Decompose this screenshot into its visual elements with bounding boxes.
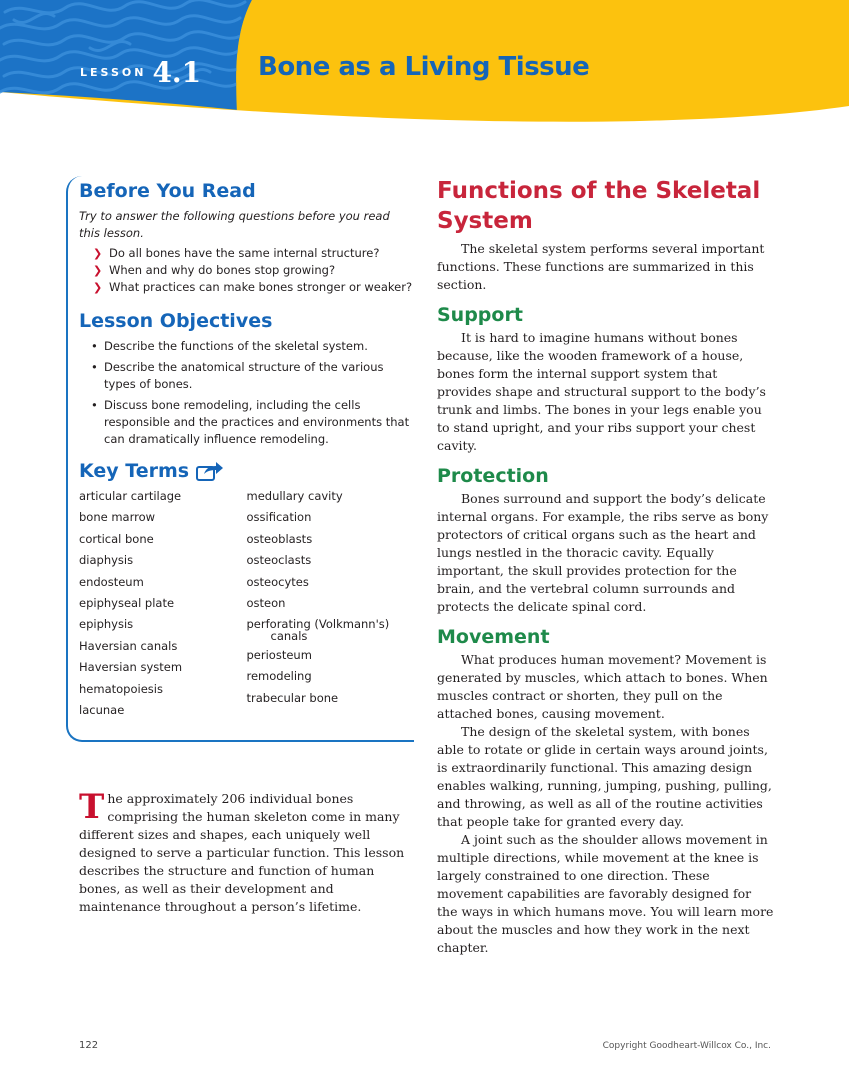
key-term: perforating (Volkmann's) [246,617,390,632]
key-term: ossification [246,510,312,525]
key-term: trabecular bone [246,690,339,705]
key-terms-list [79,486,414,721]
list-item: ❯ Do all bones have the same internal structure? [93,246,380,260]
before-you-read-intro: Try to answer the following questions before you read this lesson. [79,209,390,240]
key-term: osteoblasts [246,531,313,546]
key-term: lacunae [79,703,125,718]
key-term: epiphyseal plate [79,596,175,611]
section-heading: Functions of the Skeletal System [437,178,761,234]
lesson-preview-box [79,180,414,721]
key-term: epiphysis [79,617,134,632]
chevron-right-icon: ❯ [93,264,103,277]
key-term: diaphysis [79,553,134,568]
movement-paragraph: A joint such as the shoulder allows movement in multiple directions, while movement at the knee is largely constrained to one direction. These movement capabilities are favorably designed for the ways in which humans move. You will learn more about the muscles and how they work in the next chapter. [437,832,774,955]
bullet-icon: • [91,398,98,412]
key-term: bone marrow [79,510,156,525]
key-term: osteocytes [246,574,309,589]
key-terms-heading: Key Terms [79,460,190,482]
external-link-icon[interactable] [195,460,225,482]
key-terms-header [79,460,414,482]
key-terms-column-left [79,486,247,721]
lesson-tag [80,56,201,89]
movement-paragraph: The design of the skeletal system, with bones able to rotate or glide in certain ways around joints, is extraordinarily functional. This amazing design enables walking, running, jumping, pushing, pulling, and throwing, as well as all of the routine activities that people take for granted every day. [437,724,772,829]
support-heading: Support [437,304,523,326]
list-item: • Describe the anatomical structure of the various types of bones. [91,360,384,391]
intro-paragraph: The approximately 206 individual bones comprising the human skeleton come in many different sizes and shapes, each uniquely well designed to serve a particular function. This lesson describes the structure and function of human bones, as well as their development and maintenance throughout a person’s lifetime. [79,787,405,914]
key-term: remodeling [246,669,312,684]
objectives-list [79,338,414,448]
protection-heading: Protection [437,465,549,487]
chevron-right-icon: ❯ [93,281,103,294]
key-term: endosteum [79,574,144,589]
main-content [437,176,775,957]
list-item: ❯ What practices can make bones stronger or weaker? [93,280,413,294]
protection-paragraph: Bones surround and support the body’s delicate internal organs. For example, the ribs serve as bony protectors of critical organs such as the heart and lungs nestled in the thoracic cavity. Equally important, the skull provides protection for the brain, and the vertebral column surrounds and protects the delicate spinal cord. [437,491,769,614]
before-you-read-heading: Before You Read [79,180,256,202]
bullet-icon: • [91,360,98,374]
list-item: • Discuss bone remodeling, including the cells responsible and the practices and environments that can dramatically influence remodeling. [91,398,410,446]
list-item: ❯ When and why do bones stop growing? [93,263,336,277]
dropcap: T [79,787,105,827]
movement-heading: Movement [437,626,550,648]
lesson-word: LESSON [80,66,147,79]
section-intro: The skeletal system performs several important functions. These functions are summarized in this section. [437,241,765,292]
movement-paragraph: What produces human movement? Movement is generated by muscles, which attach to bones. When muscles contract or shorten, they pull on the attached bones, causing movement. [437,652,768,721]
key-term: osteon [246,596,286,611]
chevron-right-icon: ❯ [93,247,103,260]
lesson-objectives-heading: Lesson Objectives [79,310,273,332]
key-term: cortical bone [79,531,154,546]
question-list [79,245,414,296]
key-term: medullary cavity [246,489,343,503]
copyright-notice: Copyright Goodheart-Willcox Co., Inc. [602,1041,771,1051]
key-term-continuation: canals [270,628,308,643]
key-term: articular cartilage [79,489,182,503]
key-terms-column-right [247,486,415,721]
key-term: osteoclasts [246,553,312,568]
bullet-icon: • [91,339,98,353]
page-number: 122 [79,1040,99,1051]
key-term: hematopoiesis [79,681,163,696]
list-item: • Describe the functions of the skeletal system. [91,339,368,353]
key-term: Haversian system [79,660,183,675]
key-term: periosteum [246,647,312,662]
lesson-title: Bone as a Living Tissue [258,52,590,82]
support-paragraph: It is hard to imagine humans without bones because, like the wooden framework of a house, bones form the internal support system that provides shape and structural support to the body’s trunk and limbs. The bones in your legs enable you to stand upright, and your ribs support your chest cavity. [437,330,766,453]
key-term: Haversian canals [79,638,178,653]
lesson-number: 4.1 [152,56,202,89]
